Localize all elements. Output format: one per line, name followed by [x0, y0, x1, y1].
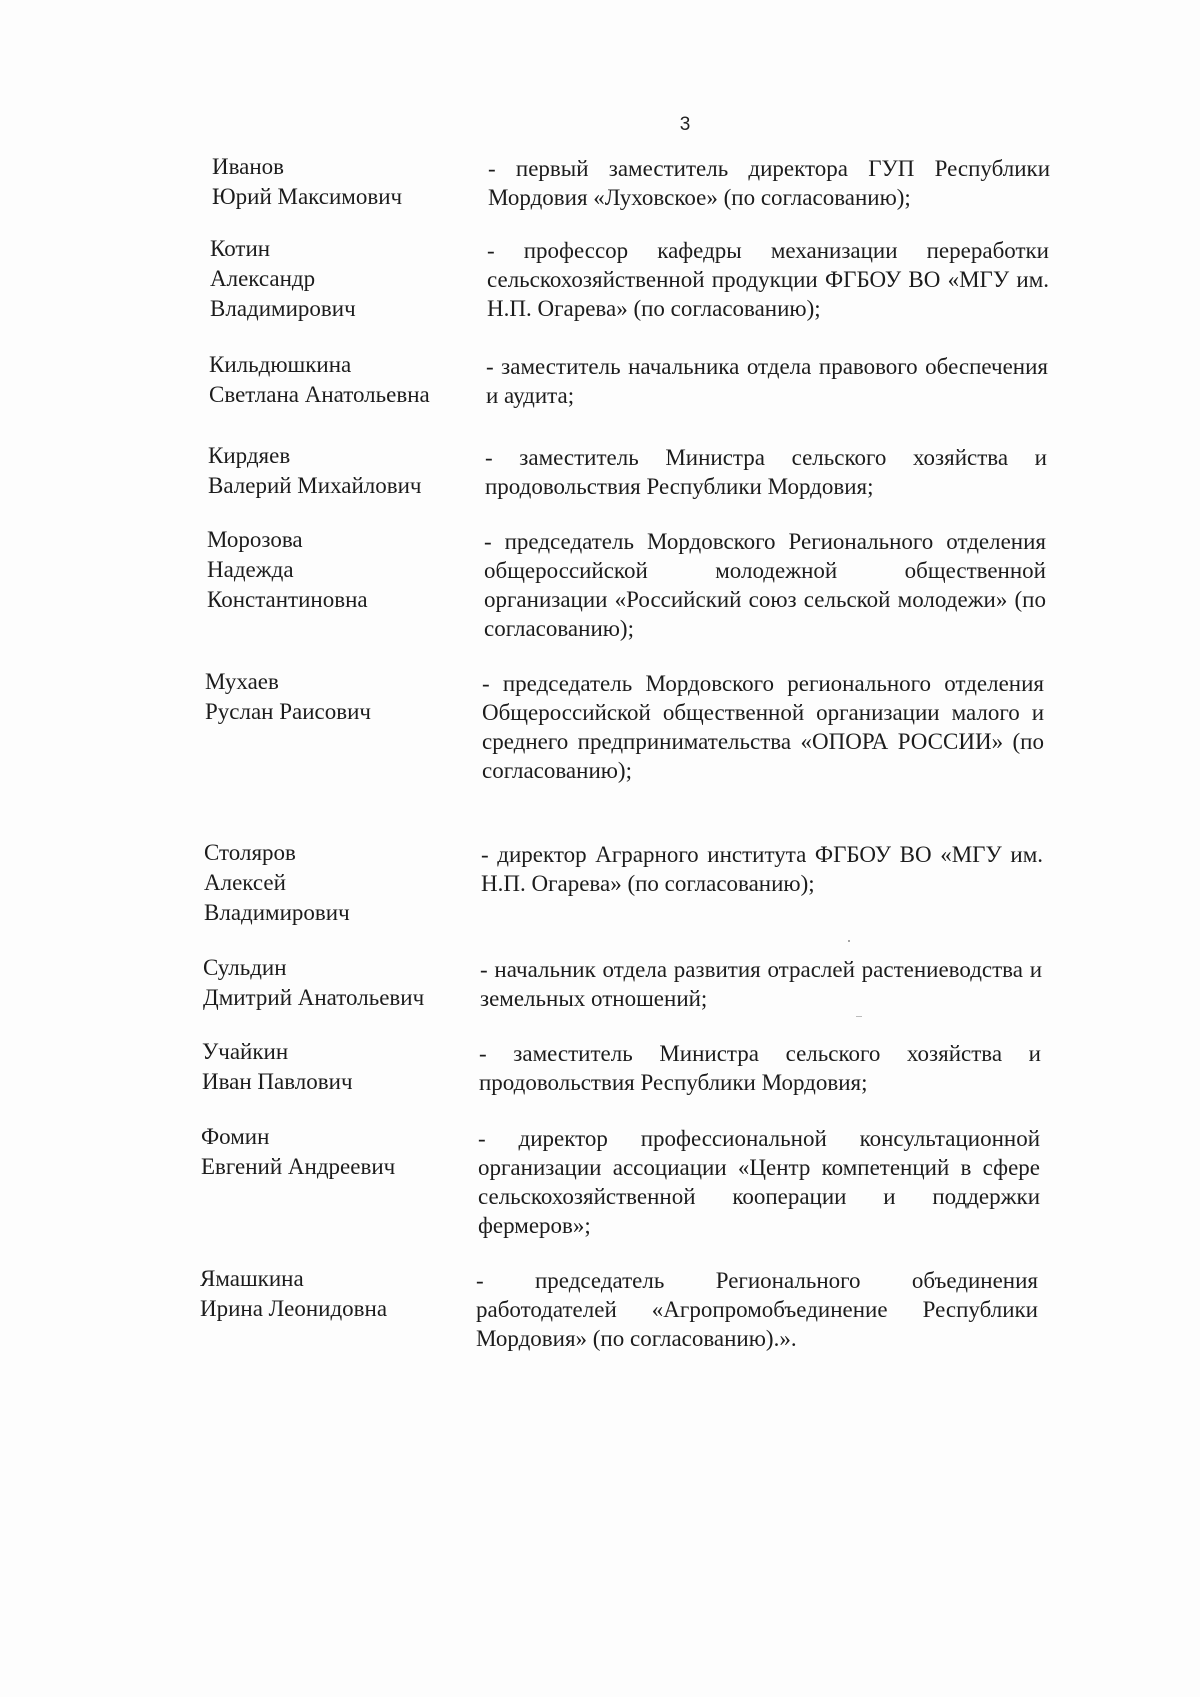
- page-number: 3: [679, 114, 691, 135]
- member-role: - директор Аграрного института ФГБОУ ВО «МГУ им. Н.П. Огарева» (по согласованию);: [481, 842, 1043, 896]
- member-name: Ямашкина Ирина Леонидовна: [200, 1266, 388, 1321]
- member-role: - заместитель Министра сельского хозяйства и продовольствия Республики Мордовия;: [485, 445, 1047, 499]
- member-role: - директор профессиональной консультационной организации ассоциации «Центр компетенций в сфере сельскохозяйственной кооперации и поддержки фермеров»;: [478, 1126, 1040, 1238]
- member-name: Сульдин Дмитрий Анатольевич: [203, 955, 425, 1010]
- member-name: Иванов Юрий Максимович: [212, 154, 403, 209]
- member-role: - председатель Мордовского регионального отделения Общероссийской общественной организации малого и среднего предпринимательства «ОПОРА РОССИИ» (по согласованию);: [482, 671, 1044, 783]
- member-role: - первый заместитель директора ГУП Республики Мордовия «Луховское» (по согласованию);: [488, 156, 1050, 210]
- member-name: Мухаев Руслан Раисович: [205, 669, 371, 724]
- member-name: Морозова Надежда Константиновна: [207, 527, 368, 612]
- scan-speck: [856, 1016, 862, 1017]
- member-role: - начальник отдела развития отраслей растениеводства и земельных отношений;: [480, 957, 1042, 1011]
- member-name: Фомин Евгений Андреевич: [201, 1124, 396, 1179]
- member-role: - профессор кафедры механизации переработки сельскохозяйственной продукции ФГБОУ ВО «МГУ им. Н.П. Огарева» (по согласованию);: [487, 238, 1049, 321]
- member-name: Котин Александр Владимирович: [210, 236, 356, 321]
- member-role: - заместитель Министра сельского хозяйства и продовольствия Республики Мордовия;: [479, 1041, 1041, 1095]
- member-role: - председатель Мордовского Регионального отделения общероссийской молодежной общественной организации «Российский союз сельской молодежи» (по согласованию);: [484, 529, 1046, 641]
- member-name: Учайкин Иван Павлович: [202, 1039, 353, 1094]
- scan-speck: [848, 940, 850, 942]
- member-name: Кильдюшкина Светлана Анатольевна: [209, 352, 430, 407]
- member-role: - заместитель начальника отдела правового обеспечения и аудита;: [486, 354, 1048, 408]
- member-name: Столяров Алексей Владимирович: [204, 840, 350, 925]
- member-name: Кирдяев Валерий Михайлович: [208, 443, 422, 498]
- member-role: - председатель Регионального объединения работодателей «Агропромобъединение Республики Мордовия» (по согласованию).».: [476, 1268, 1038, 1351]
